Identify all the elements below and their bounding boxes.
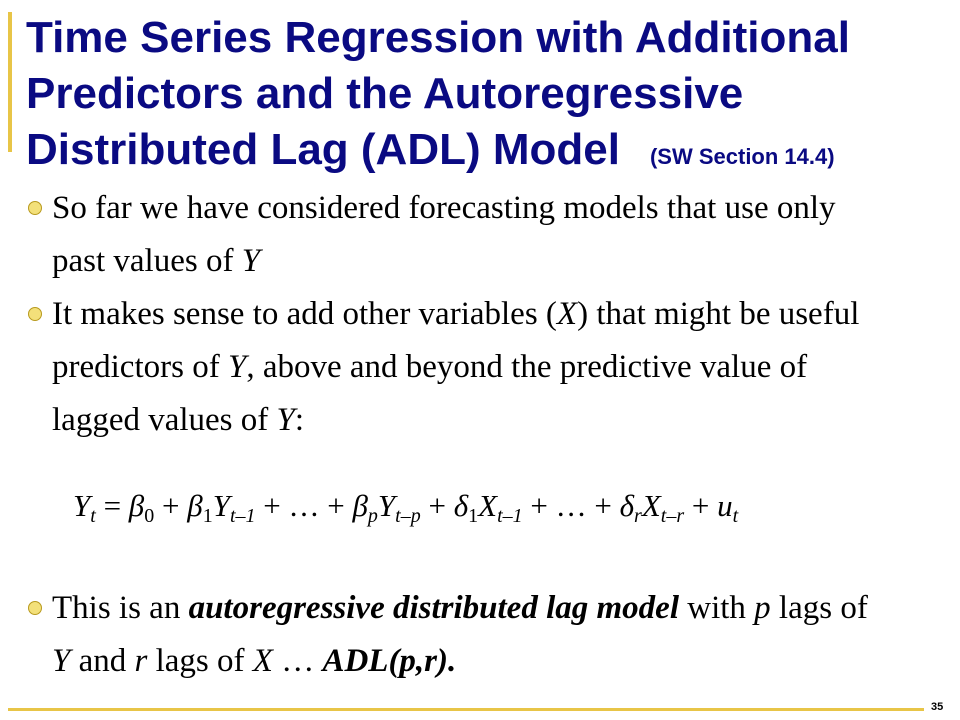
eq-subscript: t [732,505,739,527]
bullet-text: : [294,402,305,438]
bullet-item-additional-variables [28,288,938,447]
bullet-text: This is an [52,590,189,626]
bullet-line [52,288,938,341]
math-var: Y [227,349,247,385]
eq-subscript: r [634,505,642,527]
bullet-line [52,582,960,635]
bullet-item-past-values [28,182,938,288]
eq-operator: + … + [255,488,353,523]
eq-var: Y [212,488,230,523]
eq-coef: β [128,488,145,523]
math-var: Y [241,243,261,279]
accent-bar-horizontal [8,708,924,711]
eq-subscript: 1 [202,505,213,527]
bullet-text: … [272,643,323,679]
eq-var: X [641,488,661,523]
eq-operator: + [154,488,188,523]
emphasized-term: autoregressive distributed lag model [188,590,679,626]
bullet-line [52,235,938,288]
title-line-3-text: Distributed Lag (ADL) Model [26,125,620,174]
title-section-reference: (SW Section 14.4) [649,144,835,169]
math-var: X [252,643,273,679]
bullet-line: So far we have considered forecasting models that use only [52,190,836,226]
bullet-text: , above and beyond the predictive value of [246,349,808,385]
math-var: Y [276,402,295,438]
bullet-line [52,341,938,394]
eq-var: u [717,488,733,523]
title-line-1: Time Series Regression with Additional [26,13,850,62]
bullet-line [52,635,960,688]
eq-var: X [478,488,498,523]
eq-var: Y [377,488,396,523]
eq-operator: + [684,488,718,523]
bullet-dot-icon [28,201,42,215]
bullet-text: It makes sense to add other variables ( [52,296,557,332]
bullet-item-adl-definition [28,582,960,688]
eq-subscript: 0 [144,505,155,527]
bullet-dot-icon [28,601,42,615]
eq-coef: δ [619,488,635,523]
bullet-text: lags of [770,590,868,626]
eq-subscript: p [367,505,378,527]
eq-coef: β [352,488,368,523]
bullet-text: lagged values of [52,402,277,438]
eq-subscript: t [90,505,96,527]
bullet-text: ) that might be useful [577,296,860,332]
eq-coef: β [187,488,203,523]
accent-bar-vertical [8,12,12,152]
bullet-line [52,394,938,447]
adl-equation [73,486,893,526]
bullet-dot-icon [28,307,42,321]
eq-subscript: t–r [660,505,685,527]
eq-operator: + [420,488,454,523]
adl-notation: ADL(p,r). [322,643,457,679]
bullet-text: and [70,643,135,679]
eq-coef: δ [453,488,469,523]
eq-operator: + … + [522,488,620,523]
math-var: Y [52,643,71,679]
slide-title [26,10,936,185]
eq-subscript: t–p [395,505,421,527]
eq-subscript: t–1 [497,505,523,527]
title-line-3 [26,122,936,185]
eq-subscript: t–1 [229,505,256,527]
bullet-text: lags of [147,643,253,679]
eq-subscript: 1 [468,505,479,527]
math-var: r [134,643,148,679]
bullet-text: with [679,590,755,626]
bullet-text: predictors of [52,349,228,385]
bullet-text: past values of [52,243,242,279]
page-number: 35 [931,701,944,713]
title-line-2: Predictors and the Autoregressive [26,69,744,118]
math-var: X [556,296,578,332]
eq-operator: = [95,488,129,523]
eq-var: Y [73,488,91,523]
math-var: p [754,590,771,626]
